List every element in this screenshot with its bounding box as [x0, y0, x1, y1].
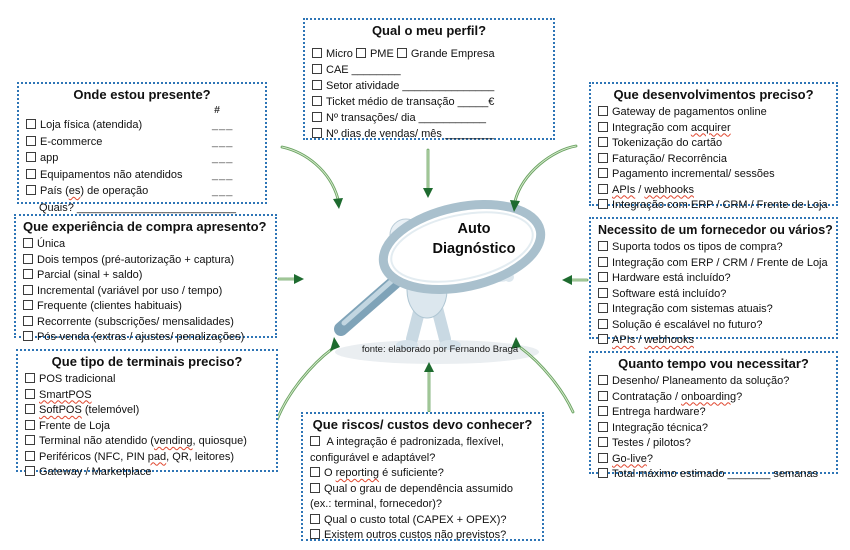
- checkbox-icon[interactable]: [312, 48, 322, 58]
- checklist-item: [23, 315, 268, 331]
- checklist-item: [25, 419, 269, 435]
- item-text: /: [635, 334, 645, 346]
- item-content: [598, 453, 653, 465]
- misspelled-word: es: [68, 185, 81, 197]
- item-text: Incremental (variável por uso / tempo): [37, 284, 223, 297]
- item-text: Frequente (clientes habituais): [37, 300, 182, 312]
- item-text: O: [324, 467, 336, 479]
- checklist-item: [26, 167, 258, 184]
- checklist-item: [310, 528, 535, 544]
- item-text: Periféricos (NFC, PIN: [39, 450, 148, 463]
- item-text: (telemóvel): [81, 404, 140, 416]
- checkbox-icon[interactable]: [598, 168, 608, 178]
- misspelled-word: APIs: [612, 183, 636, 196]
- checklist-item: [312, 62, 546, 78]
- item-content: [598, 422, 708, 434]
- item-text: Parcial (sinal + saldo): [37, 269, 143, 281]
- item-content: [23, 238, 65, 250]
- item-content: [598, 334, 694, 346]
- item-text: Pós-venda (extras / ajustes/ penalizações): [37, 331, 245, 343]
- item-text: Total máximo estimado _______ semanas: [612, 468, 819, 480]
- checklist-item: [312, 126, 546, 142]
- item-content: [25, 451, 234, 463]
- checklist: [312, 46, 546, 142]
- item-text: app: [40, 152, 59, 164]
- checkbox-icon[interactable]: [598, 122, 608, 132]
- checklist: [598, 105, 829, 214]
- item-text: País (: [40, 185, 69, 197]
- item-text: Solução é escalável no futuro?: [612, 318, 763, 331]
- checklist-item: [598, 183, 829, 199]
- checkbox-icon[interactable]: [598, 137, 608, 147]
- item-text: Recorrente (subscrições/ mensalidades): [37, 315, 234, 328]
- item-content: [310, 467, 444, 479]
- checklist-item: [598, 256, 829, 272]
- checkbox-icon[interactable]: [310, 514, 320, 524]
- item-content: [598, 303, 773, 315]
- checklist-item: [598, 121, 829, 137]
- item-content: [598, 137, 722, 149]
- item-text: Entrega hardware?: [612, 406, 706, 418]
- checklist-item: [312, 94, 546, 110]
- item-text: Qual o grau de dependência assumido (ex.: terminal, fornecedor)?: [310, 482, 513, 510]
- item-content: [23, 269, 142, 281]
- checkbox-icon[interactable]: [598, 288, 608, 298]
- item-text: Integração técnica?: [612, 421, 709, 434]
- checklist-item: [26, 183, 258, 200]
- item-content: [23, 316, 234, 328]
- panel-desenvolvimentos: [589, 82, 838, 211]
- item-text: Integração com ERP / CRM / Frente de Loja: [612, 199, 828, 211]
- panel-qual-o-meu-perfil: [303, 18, 555, 140]
- arrow-from-top-box: [423, 150, 433, 198]
- item-content: [26, 150, 58, 167]
- item-content: [598, 319, 762, 331]
- item-content: [23, 254, 234, 266]
- checkbox-icon[interactable]: [23, 300, 33, 310]
- panel-title: Que tipo de terminais preciso?: [51, 354, 243, 369]
- item-content: [312, 96, 494, 108]
- item-text: é suficiente?: [379, 467, 444, 479]
- checklist-item: [598, 390, 829, 406]
- item-content: [598, 391, 742, 403]
- checklist-item: [312, 78, 546, 94]
- item-text: Gateway / Marketplace: [39, 466, 152, 478]
- item-text: /: [635, 183, 645, 196]
- panel-tipo-de-terminais: [16, 349, 278, 478]
- item-text: CAE ________: [326, 64, 401, 76]
- item-content: [310, 436, 504, 464]
- checklist-item: [598, 467, 829, 483]
- item-text: , quiosque): [192, 435, 247, 447]
- item-text: Integração com sistemas atuais?: [612, 303, 773, 315]
- checklist-item: [310, 466, 535, 482]
- arrow-from-bottom-box: [424, 362, 434, 411]
- checklist-item: [23, 284, 268, 300]
- checklist-item: [598, 167, 829, 183]
- checklist-item: [598, 240, 829, 256]
- panel-title: Qual o meu perfil?: [371, 23, 487, 38]
- checkbox-icon[interactable]: [23, 254, 33, 264]
- checklist-item: [598, 436, 829, 452]
- checklist-item: [310, 513, 535, 529]
- checkbox-icon[interactable]: [312, 64, 322, 74]
- checklist-item: [598, 152, 829, 168]
- checkbox-icon[interactable]: [26, 136, 36, 146]
- item-content: [25, 373, 115, 385]
- checklist-item: [312, 110, 546, 126]
- checklist-item: [598, 198, 829, 214]
- item-content: [23, 285, 222, 297]
- checkbox-icon[interactable]: [356, 48, 366, 58]
- misspelled-word: acquirer: [690, 121, 731, 134]
- item-content: [598, 257, 828, 269]
- item-text: Existem outros custos não previstos?: [324, 529, 507, 541]
- checkbox-icon[interactable]: [23, 316, 33, 326]
- item-content: [25, 389, 92, 401]
- checkbox-icon[interactable]: [25, 466, 35, 476]
- misspelled-word: webhooks: [644, 334, 694, 346]
- checklist-item: [25, 388, 269, 404]
- checklist-item: [598, 452, 829, 468]
- item-content: [312, 80, 494, 92]
- item-content: [598, 437, 691, 449]
- checkbox-icon[interactable]: [598, 106, 608, 116]
- item-content: [598, 122, 731, 134]
- misspelled-word: Go-live: [612, 452, 647, 465]
- checkbox-icon[interactable]: [598, 153, 608, 163]
- checklist: [26, 117, 258, 216]
- checkbox-icon[interactable]: [25, 435, 35, 445]
- item-content: [598, 272, 731, 284]
- item-text: Integração com: [612, 121, 691, 134]
- checklist-item: [25, 434, 269, 450]
- arrow-from-left-middle-box: [279, 274, 304, 284]
- magnifier-handle-highlight: [344, 279, 394, 323]
- item-content: [312, 64, 401, 76]
- checklist-item: [598, 271, 829, 287]
- checklist-item: [312, 46, 546, 62]
- item-content: [25, 404, 139, 416]
- item-content: [598, 184, 694, 196]
- item-text: A integração é padronizada, flexível, configurável e adaptável?: [310, 436, 504, 464]
- count-blank: ___: [212, 185, 234, 197]
- item-content: [598, 106, 767, 118]
- misspelled-word: webhooks: [644, 183, 694, 196]
- checklist: [310, 435, 535, 544]
- checkbox-icon[interactable]: [310, 483, 320, 493]
- item-content: [23, 331, 244, 343]
- item-text: Software está incluído?: [612, 287, 727, 300]
- checkbox-icon[interactable]: [26, 169, 36, 179]
- misspelled-word: vending: [153, 435, 193, 447]
- item-content: [23, 300, 182, 312]
- item-content: [598, 288, 726, 300]
- checklist: [598, 374, 829, 483]
- arrow-from-top-right-box: [510, 146, 576, 212]
- checklist-item: [598, 333, 829, 349]
- panel-title: Quanto tempo vou necessitar?: [618, 356, 809, 371]
- panel-title: Onde estou presente?: [73, 87, 211, 102]
- item-text: Loja física (atendida): [40, 119, 143, 131]
- item-text: Nº transações/ dia ___________: [326, 112, 486, 124]
- checklist-item: [25, 403, 269, 419]
- checklist: [23, 237, 268, 346]
- checkbox-icon[interactable]: [598, 406, 608, 416]
- count-column-header: #: [214, 104, 220, 116]
- item-text: Contratação /: [612, 390, 682, 403]
- item-text: , QR, leitores): [166, 450, 235, 463]
- checkbox-icon[interactable]: [312, 80, 322, 90]
- item-text: Desenho/ Planeamento da solução?: [612, 375, 790, 387]
- item-text: Nº dias de vendas/ mês ________: [326, 128, 494, 140]
- checklist-item: [598, 318, 829, 334]
- checkbox-icon[interactable]: [598, 257, 608, 267]
- panel-fornecedor-ou-varios: [589, 217, 838, 346]
- checkbox-icon[interactable]: [26, 185, 36, 195]
- item-content: [598, 375, 789, 387]
- checkbox-icon[interactable]: [598, 303, 608, 313]
- checklist-item: [23, 299, 268, 315]
- checkbox-icon[interactable]: [23, 331, 33, 341]
- item-text: Qual o custo total (CAPEX + OPEX)?: [324, 513, 507, 526]
- checklist-item: [26, 150, 258, 167]
- checklist-item: [598, 136, 829, 152]
- checklist-item: [23, 253, 268, 269]
- checkbox-icon[interactable]: [598, 375, 608, 385]
- checklist-item: [23, 330, 268, 346]
- checkbox-icon[interactable]: [310, 436, 320, 446]
- item-text: E-commerce: [40, 135, 103, 148]
- item-content: [26, 183, 148, 200]
- lens-label-line1: Auto: [457, 221, 491, 237]
- item-content: [310, 483, 513, 511]
- checkbox-icon[interactable]: [25, 389, 35, 399]
- item-content: [25, 435, 247, 447]
- misspelled-word: SmartPOS: [39, 388, 92, 401]
- checklist-item: [23, 268, 268, 284]
- lens-label-line2: Diagnóstico: [432, 241, 516, 257]
- item-content: [598, 168, 775, 180]
- checkbox-icon[interactable]: [25, 451, 35, 461]
- checkbox-icon[interactable]: [598, 391, 608, 401]
- item-content: [312, 112, 486, 124]
- item-content: [312, 128, 494, 140]
- misspelled-word: onboarding: [681, 390, 737, 403]
- checklist-item: [598, 405, 829, 421]
- checklist-item: [26, 134, 258, 151]
- item-content: [312, 48, 495, 60]
- misspelled-word: reporting: [335, 467, 380, 479]
- count-blank: ___: [212, 135, 234, 148]
- checkbox-icon[interactable]: [598, 468, 608, 478]
- checkbox-icon[interactable]: [310, 467, 320, 477]
- item-text: Faturação/ Recorrência: [612, 152, 727, 165]
- item-content: [25, 466, 152, 478]
- misspelled-word: pad: [147, 450, 167, 463]
- panel-title: Que experiência de compra apresento?: [23, 219, 267, 234]
- item-text: Gateway de pagamentos online: [612, 106, 767, 118]
- panel-riscos-custos: [301, 412, 544, 541]
- item-text: Quais? __________________________: [39, 201, 236, 214]
- checklist: [598, 240, 829, 349]
- item-text: Hardware está incluído?: [612, 272, 731, 284]
- checklist: [25, 372, 269, 481]
- count-blank: ___: [212, 168, 234, 181]
- item-text: Integração com ERP / CRM / Frente de Loja: [612, 256, 828, 269]
- panel-title: Que desenvolvimentos preciso?: [613, 87, 814, 102]
- item-content: [598, 468, 818, 480]
- checklist-item: [598, 374, 829, 390]
- item-content: [310, 529, 506, 541]
- item-text: Grande Empresa: [410, 48, 495, 60]
- item-content: [598, 199, 828, 211]
- checkbox-icon[interactable]: [598, 241, 608, 251]
- arrow-from-bottom-left-box: [277, 337, 340, 420]
- item-content: [26, 134, 102, 151]
- checkbox-icon[interactable]: [598, 437, 608, 447]
- item-text: Equipamentos não atendidos: [40, 168, 183, 181]
- checkbox-icon[interactable]: [25, 404, 35, 414]
- item-content: [26, 117, 142, 134]
- item-text: ) de operação: [80, 185, 149, 197]
- checkbox-icon[interactable]: [598, 453, 608, 463]
- checkbox-icon[interactable]: [310, 529, 320, 539]
- checkbox-icon[interactable]: [23, 285, 33, 295]
- count-blank: ___: [212, 119, 234, 131]
- item-text: Terminal não atendido (: [39, 435, 154, 447]
- item-text: Suporta todos os tipos de compra?: [612, 241, 783, 253]
- misspelled-word: SoftPOS: [39, 404, 82, 416]
- checkbox-icon[interactable]: [598, 199, 608, 209]
- checkbox-icon[interactable]: [598, 319, 608, 329]
- item-content: [310, 514, 507, 526]
- checkbox-icon[interactable]: [23, 269, 33, 279]
- panel-title: Necessito de um fornecedor ou vários?: [598, 223, 833, 237]
- arrow-from-top-left-box: [282, 147, 343, 209]
- item-content: [598, 406, 706, 418]
- checkbox-icon[interactable]: [397, 48, 407, 58]
- item-text: Única: [37, 238, 66, 250]
- checkbox-icon[interactable]: [598, 334, 608, 344]
- checkbox-icon[interactable]: [598, 272, 608, 282]
- item-text: Micro: [326, 48, 356, 60]
- item-text: Setor atividade _______________: [326, 80, 495, 92]
- count-blank: ___: [212, 152, 234, 164]
- item-text: ?: [646, 452, 653, 465]
- checkbox-icon[interactable]: [25, 373, 35, 383]
- misspelled-word: APIs: [612, 334, 636, 346]
- checklist-item: [598, 105, 829, 121]
- checkbox-icon[interactable]: [312, 112, 322, 122]
- item-content: [26, 167, 183, 184]
- checklist-item: [310, 482, 535, 513]
- checklist-item: [23, 237, 268, 253]
- checkbox-icon[interactable]: [598, 422, 608, 432]
- checklist-item: [598, 421, 829, 437]
- item-text: Testes / pilotos?: [612, 437, 691, 449]
- checkbox-icon[interactable]: [26, 119, 36, 129]
- item-content: [598, 241, 783, 253]
- panel-experiencia-de-compra: [14, 214, 277, 343]
- item-text: Dois tempos (pré-autorização + captura): [37, 253, 235, 266]
- item-content: [598, 153, 727, 165]
- checklist-item: [26, 117, 258, 134]
- checkbox-icon[interactable]: [312, 96, 322, 106]
- checklist-item: [598, 287, 829, 303]
- checklist-item: [25, 450, 269, 466]
- item-content: [25, 420, 110, 432]
- checkbox-icon[interactable]: [26, 152, 36, 162]
- item-text: Frente de Loja: [39, 419, 110, 432]
- checkbox-icon[interactable]: [25, 420, 35, 430]
- item-text: Tokenização do cartão: [612, 137, 723, 149]
- checklist-item: [25, 372, 269, 388]
- checklist-item: [598, 302, 829, 318]
- item-text: Pagamento incremental/ sessões: [612, 168, 775, 180]
- magnifier-handle: [341, 281, 396, 329]
- item-text: PME: [369, 48, 397, 60]
- panel-title: Que riscos/ custos devo conhecer?: [312, 417, 533, 432]
- item-text: POS tradicional: [39, 373, 116, 385]
- checklist-item: [310, 435, 535, 466]
- item-text: Ticket médio de transação _____€: [326, 96, 495, 108]
- checklist-item: [25, 465, 269, 481]
- checkbox-icon[interactable]: [23, 238, 33, 248]
- source-caption: fonte: elaborado por Fernando Braga: [361, 344, 519, 355]
- checkbox-icon[interactable]: [598, 184, 608, 194]
- item-text: ?: [736, 390, 743, 403]
- checkbox-icon[interactable]: [312, 128, 322, 138]
- arrow-from-right-middle-box: [562, 275, 587, 285]
- panel-onde-estou-presente: [17, 82, 267, 214]
- panel-quanto-tempo: [589, 351, 838, 480]
